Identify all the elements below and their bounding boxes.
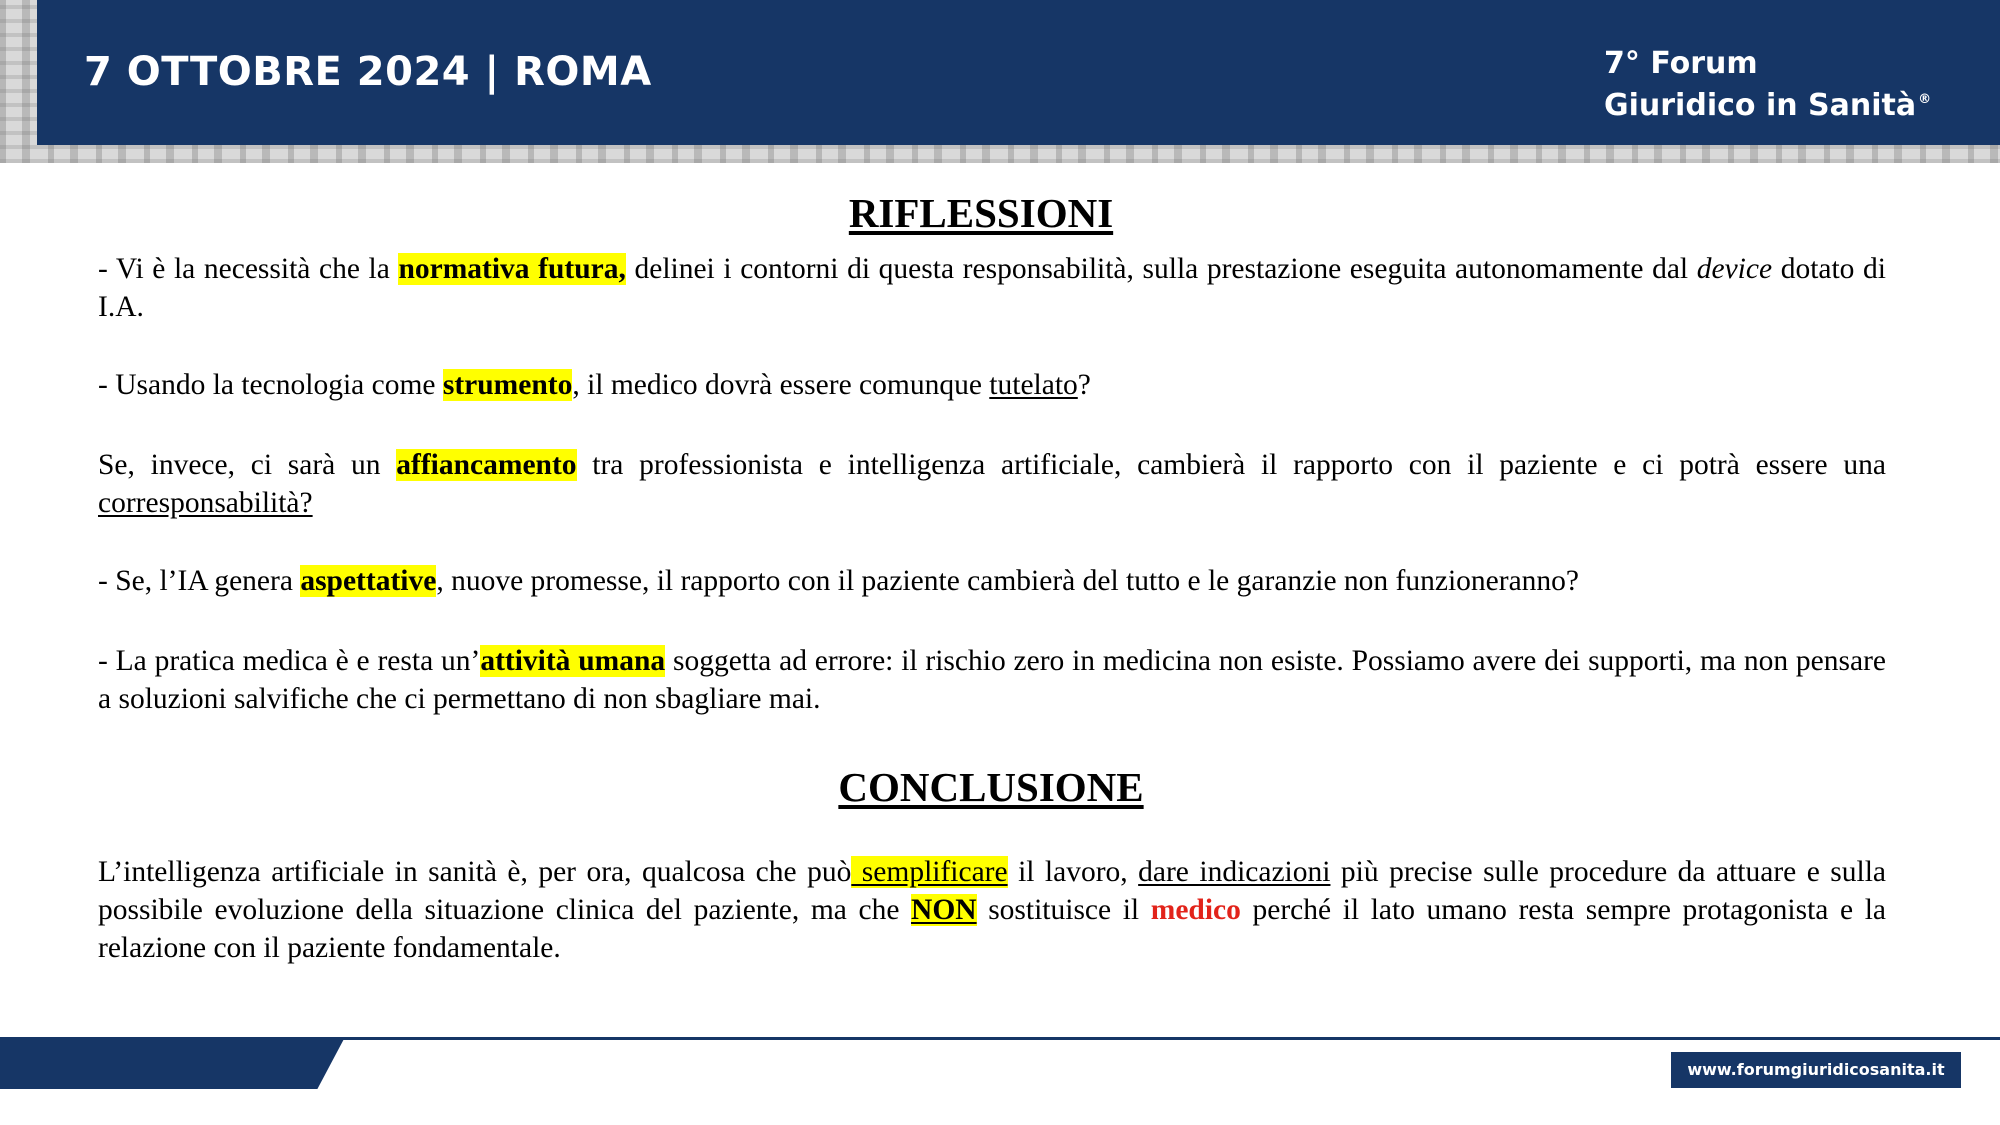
paragraph-aspettative (98, 562, 1886, 600)
paragraph-conclusione (98, 853, 1886, 967)
highlight-normativa: normativa futura, (398, 253, 626, 285)
footer-website-link[interactable]: www.forumgiuridicosanita.it (1671, 1052, 1961, 1088)
text-run: più precise sulle procedure da attuare e sulla possibile evoluzione della situazione clinica del paziente, ma che (98, 856, 1886, 926)
paragraph-affiancamento (98, 446, 1886, 522)
text-run: , nuove promesse, il rapporto con il paziente cambierà del tutto e le garanzie non funzioneranno? (436, 565, 1580, 597)
paragraph-normativa (98, 250, 1886, 326)
riflessioni-title: RIFLESSIONI (848, 190, 1114, 236)
highlight-aspettative: aspettative (300, 565, 437, 597)
text-run: delinei i contorni di questa responsabilità, sulla prestazione eseguita autonomamente dal (625, 253, 1697, 285)
underline-corresponsabilita: corresponsabilità? (98, 487, 313, 519)
text-run: sostituisce il (976, 894, 1151, 926)
highlight-semplificare: semplificare (851, 856, 1008, 888)
paragraph-attivita-umana (98, 642, 1886, 718)
highlight-non: NON (911, 894, 977, 926)
paragraph-strumento (98, 366, 1886, 404)
highlight-affiancamento: affiancamento (396, 449, 577, 481)
text-run: , il medico dovrà essere comunque (572, 369, 990, 401)
text-run: ? (1077, 369, 1091, 401)
text-run: soggetta ad errore: il rischio zero in medicina non esiste. Possiamo avere dei supporti, ma non pensare a soluzioni salvifiche che ci permettano di non sbagliare mai. (98, 645, 1886, 715)
text-run: - Se, l’IA genera (98, 565, 301, 597)
text-run: dotato di I.A. (98, 253, 1886, 323)
forum-logo-text (1604, 46, 1944, 124)
text-run: tra professionista e intelligenza artificiale, cambierà il rapporto con il paziente e ci potrà essere una (576, 449, 1886, 481)
underline-tutelato: tutelato (989, 369, 1078, 401)
text-run: Se, invece, ci sarà un (98, 449, 397, 481)
registered-mark: ® (1918, 92, 1932, 107)
red-medico: medico (1150, 894, 1241, 926)
text-run: - Usando la tecnologia come (98, 369, 443, 401)
conclusione-body (98, 853, 1886, 967)
header-banner (0, 0, 2000, 163)
forum-title-text: Giuridico in Sanità (1604, 88, 1917, 123)
text-run: - La pratica medica è e resta un’ (98, 645, 481, 677)
footer-accent-bar (0, 1037, 345, 1089)
underline-dare-indicazioni: dare indicazioni (1138, 856, 1331, 888)
text-run: L’intelligenza artificiale in sanità è, per ora, qualcosa che può (98, 856, 852, 888)
text-run: perché il lato umano resta sempre protagonista e la relazione con il paziente fondamentale. (98, 894, 1886, 964)
highlight-attivita-umana: attività umana (480, 645, 666, 677)
conclusione-title: CONCLUSIONE (838, 764, 1144, 810)
text-run: il lavoro, (1007, 856, 1139, 888)
text-run: - Vi è la necessità che la (98, 253, 399, 285)
forum-title-line1: 7° Forum (1604, 46, 1758, 81)
event-date-location: 7 OTTOBRE 2024 | ROMA (84, 49, 652, 95)
italic-device: device (1696, 253, 1773, 285)
riflessioni-body (98, 250, 1886, 718)
forum-title-line2 (1604, 82, 1944, 124)
highlight-strumento: strumento (442, 369, 573, 401)
